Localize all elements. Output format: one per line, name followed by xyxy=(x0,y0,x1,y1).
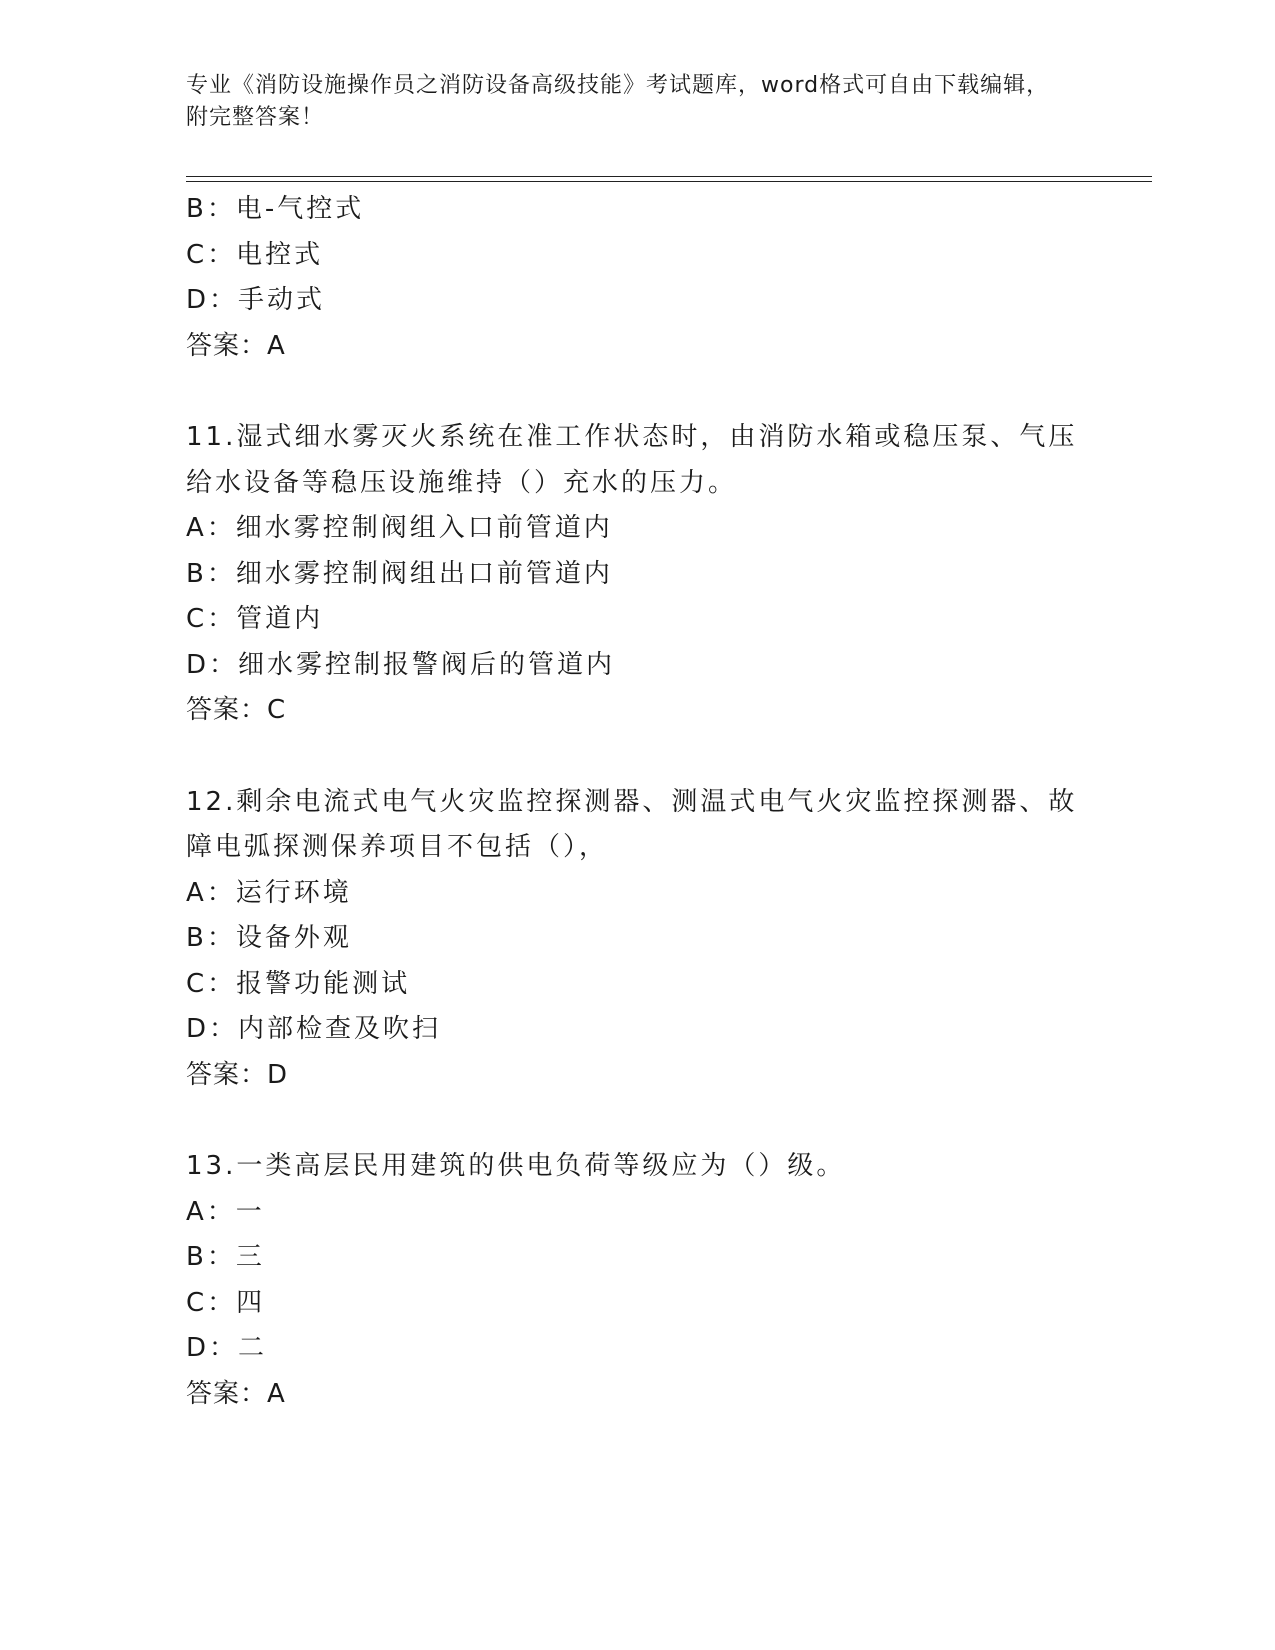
option-label: A： xyxy=(186,877,236,908)
option-a xyxy=(186,506,1086,552)
option-text: 三 xyxy=(235,1242,265,1272)
option-a xyxy=(186,871,1086,917)
option-a xyxy=(186,1190,1086,1236)
option-text: 电控式 xyxy=(236,239,324,270)
option-text: 二 xyxy=(238,1333,268,1363)
question-stem: 给水设备等稳压设施维持（）充水的压力。 xyxy=(186,467,738,498)
prev-question-block xyxy=(186,187,1086,369)
header-divider-bottom xyxy=(186,181,1152,182)
option-text: 细水雾控制报警阀后的管道内 xyxy=(238,649,616,680)
answer-line: 答案：C xyxy=(186,695,287,725)
option-text: 四 xyxy=(236,1287,266,1318)
option-d xyxy=(186,1326,1086,1372)
option-label: C： xyxy=(186,1287,237,1318)
question-12 xyxy=(186,780,1086,1099)
option-text: 内部检查及吹扫 xyxy=(238,1014,442,1044)
option-label: C： xyxy=(186,968,237,999)
question-stem: 11.湿式细水雾灭火系统在准工作状态时，由消防水箱或稳压泵、气压 xyxy=(186,422,1078,452)
question-stem: 12.剩余电流式电气火灾监控探测器、测温式电气火灾监控探测器、故 xyxy=(186,786,1078,817)
question-list xyxy=(186,187,1086,1417)
option-label: A： xyxy=(186,1196,236,1227)
option-label: C： xyxy=(186,604,237,634)
option-b xyxy=(186,1235,1086,1281)
option-text: 运行环境 xyxy=(235,877,352,908)
option-c xyxy=(186,233,1086,279)
option-label: B： xyxy=(186,558,236,589)
document-header xyxy=(186,70,1066,134)
option-text: 报警功能测试 xyxy=(236,968,411,999)
option-text: 一 xyxy=(235,1196,265,1227)
answer-line: 答案：D xyxy=(186,1059,289,1090)
question-stem: 13.一类高层民用建筑的供电负荷等级应为（）级。 xyxy=(186,1151,846,1181)
option-label: B： xyxy=(186,1242,236,1272)
option-text: 设备外观 xyxy=(235,923,352,953)
option-label: D： xyxy=(186,285,239,315)
question-13 xyxy=(186,1144,1086,1417)
option-c xyxy=(186,962,1086,1008)
option-d xyxy=(186,1007,1086,1053)
option-text: 管道内 xyxy=(236,604,324,634)
option-label: D： xyxy=(186,1333,239,1363)
option-label: B： xyxy=(186,194,236,224)
option-label: C： xyxy=(186,239,237,270)
spacer xyxy=(186,369,1086,415)
header-text: 专业《消防设施操作员之消防设备高级技能》考试题库，word格式可自由下载编辑，附完整答案！ xyxy=(186,73,1050,130)
option-text: 手动式 xyxy=(238,285,326,315)
option-d xyxy=(186,278,1086,324)
option-text: 电-气控式 xyxy=(235,194,365,224)
spacer xyxy=(186,734,1086,780)
option-label: D： xyxy=(186,1014,239,1044)
header-divider-top xyxy=(186,176,1152,177)
option-b xyxy=(186,552,1086,598)
option-text: 细水雾控制阀组入口前管道内 xyxy=(235,513,613,543)
option-b xyxy=(186,187,1086,233)
answer-line: 答案：A xyxy=(186,330,286,361)
option-b xyxy=(186,916,1086,962)
option-c xyxy=(186,597,1086,643)
option-label: A： xyxy=(186,513,236,543)
option-text: 细水雾控制阀组出口前管道内 xyxy=(235,558,613,589)
option-d xyxy=(186,643,1086,689)
option-label: D： xyxy=(186,649,239,680)
spacer xyxy=(186,1098,1086,1144)
answer-line: 答案：A xyxy=(186,1378,286,1409)
option-label: B： xyxy=(186,923,236,953)
question-11 xyxy=(186,415,1086,734)
option-c xyxy=(186,1281,1086,1327)
question-stem: 障电弧探测保养项目不包括（）， xyxy=(186,832,609,862)
